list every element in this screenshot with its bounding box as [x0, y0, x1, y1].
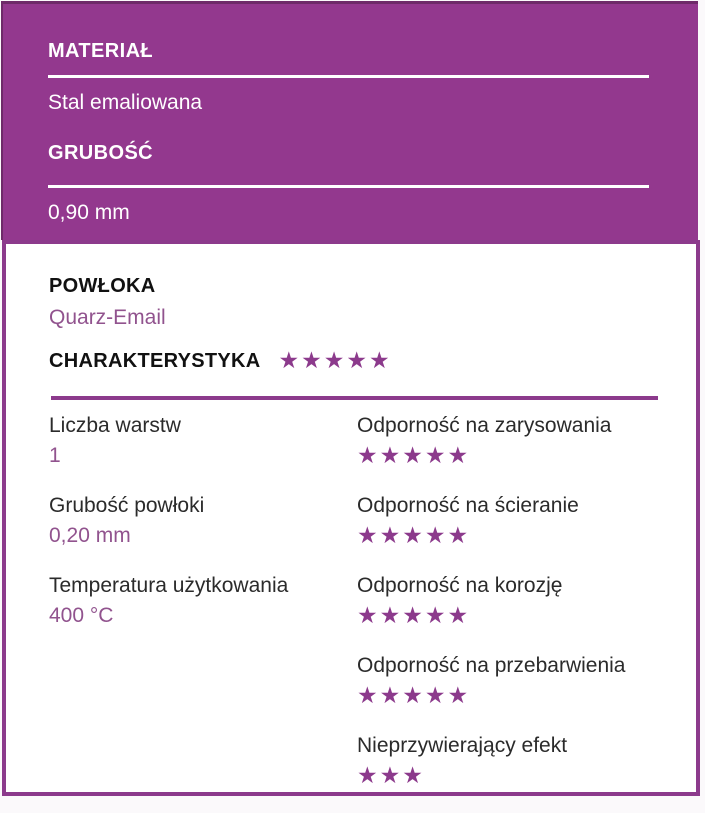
spec-grid — [49, 413, 678, 813]
header-divider — [48, 185, 649, 188]
spec-label: Odporność na przebarwienia — [357, 654, 626, 677]
spec-value: 0,20 mm — [49, 524, 131, 547]
spec-item-coating-thickness — [49, 493, 357, 549]
spec-item-corrosion-resistance — [357, 573, 678, 629]
spec-label: Odporność na zarysowania — [357, 414, 612, 437]
thickness-value: 0,90 mm — [48, 201, 130, 224]
header-field-thickness — [48, 142, 651, 225]
spec-item-nonstick-effect — [357, 733, 678, 789]
spec-item-scratch-resistance — [357, 413, 678, 469]
characteristics-row — [49, 347, 678, 374]
rating-stars: ★★★★★ — [357, 602, 471, 628]
spec-item-abrasion-resistance — [357, 493, 678, 549]
characteristics-rating-stars: ★★★★★ — [278, 347, 392, 373]
characteristics-heading: CHARAKTERYSTYKA — [49, 349, 261, 372]
rating-stars: ★★★★★ — [357, 682, 471, 708]
spec-label: Liczba warstw — [49, 414, 181, 437]
spec-label: Odporność na ścieranie — [357, 494, 579, 517]
coating-value: Quarz-Email — [49, 306, 166, 329]
thickness-label: GRUBOŚĆ — [48, 142, 154, 164]
rating-stars: ★★★ — [357, 762, 425, 788]
spec-value: 1 — [49, 444, 61, 467]
section-divider — [51, 396, 658, 400]
header-field-material — [48, 40, 651, 115]
material-value: Stal emaliowana — [48, 91, 203, 114]
coating-heading: POWŁOKA — [49, 275, 156, 297]
spec-label: Odporność na korozję — [357, 574, 563, 597]
spec-label: Nieprzywierający efekt — [357, 734, 568, 757]
product-spec-card — [0, 1, 705, 796]
spec-item-layers — [49, 413, 357, 469]
spec-header — [1, 1, 698, 240]
material-label: MATERIAŁ — [48, 40, 154, 62]
spec-column-left — [49, 413, 357, 813]
spec-column-right — [357, 413, 678, 813]
spec-item-usage-temperature — [49, 573, 357, 629]
spec-label: Temperatura użytkowania — [49, 574, 289, 597]
spec-item-discoloration-resistance — [357, 653, 678, 709]
spec-label: Grubość powłoki — [49, 494, 205, 517]
rating-stars: ★★★★★ — [357, 442, 471, 468]
header-divider — [48, 75, 649, 78]
spec-body — [2, 240, 700, 796]
rating-stars: ★★★★★ — [357, 522, 471, 548]
spec-value: 400 °C — [49, 604, 114, 627]
